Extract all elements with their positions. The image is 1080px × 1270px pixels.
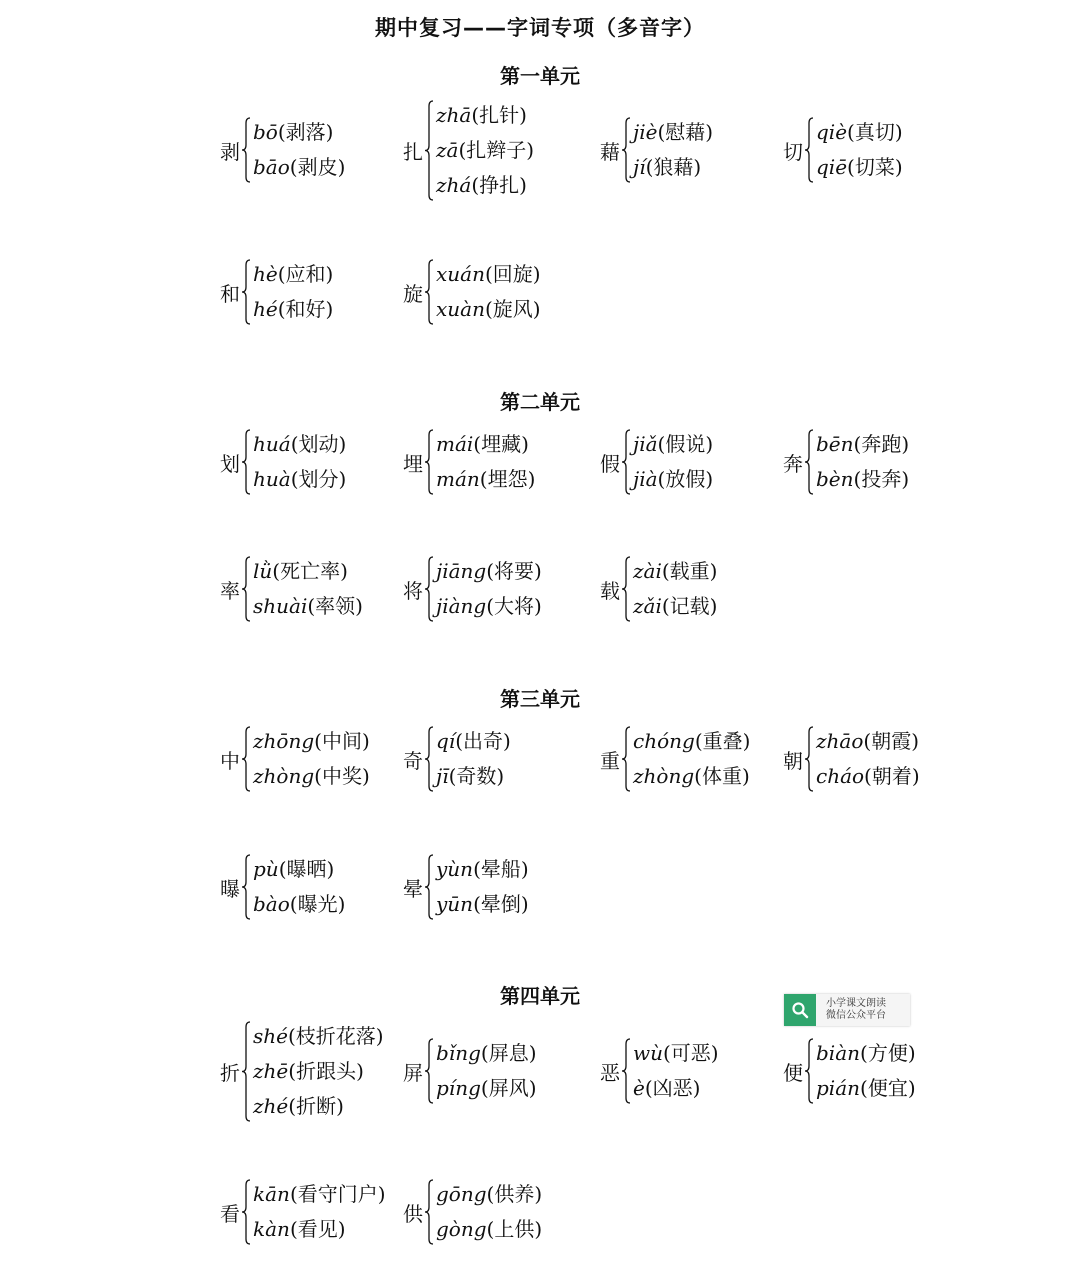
reading-line <box>253 724 370 759</box>
polyphone-char: 重 <box>600 748 620 773</box>
pinyin: pián <box>816 1076 861 1100</box>
polyphone-entry <box>220 1177 386 1247</box>
example-word: (看守门户) <box>289 1182 386 1206</box>
reading-line <box>816 462 909 497</box>
reading-line <box>633 1071 719 1106</box>
page-title: 期中复习——字词专项（多音字） <box>375 16 705 40</box>
example-word: (剥皮) <box>289 155 346 179</box>
example-word: (埋怨) <box>479 467 536 491</box>
search-icon <box>784 994 816 1026</box>
pinyin: shé <box>253 1023 288 1048</box>
polyphone-entry <box>403 852 529 922</box>
example-word: (便宜) <box>860 1076 916 1100</box>
polyphone-char: 供 <box>403 1201 423 1226</box>
pinyin: gōng <box>436 1182 487 1206</box>
example-word: (投奔) <box>853 467 910 491</box>
polyphone-entry <box>220 1019 384 1124</box>
reading-line <box>436 1212 542 1247</box>
pinyin: zhāo <box>816 729 864 753</box>
polyphone-entry <box>220 852 345 922</box>
polyphone-char: 扎 <box>403 139 423 164</box>
polyphone-entry <box>600 554 717 624</box>
brace <box>241 115 251 185</box>
polyphone-entry <box>403 257 541 327</box>
polyphone-char: 将 <box>403 578 423 603</box>
readings-list <box>436 852 529 922</box>
reading-line <box>436 462 535 497</box>
pinyin: qiè <box>816 120 848 144</box>
polyphone-entry <box>600 115 713 185</box>
reading-line <box>436 1071 537 1106</box>
pinyin: xuàn <box>436 297 485 321</box>
readings-list <box>253 554 363 624</box>
reading-line <box>436 427 535 462</box>
polyphone-entry <box>600 427 713 497</box>
example-word: (重叠) <box>694 729 751 753</box>
polyphone-char: 屏 <box>403 1060 423 1085</box>
example-word: (应和) <box>277 262 334 286</box>
reading-line <box>253 462 346 497</box>
example-word: (回旋) <box>484 262 541 286</box>
brace <box>621 427 631 497</box>
brace <box>424 427 434 497</box>
polyphone-char: 奇 <box>403 748 423 773</box>
readings-list <box>816 115 903 185</box>
polyphone-entry <box>220 554 363 624</box>
polyphone-entry <box>403 1177 542 1247</box>
reading-line <box>633 759 750 794</box>
reading-line <box>816 724 920 759</box>
polyphone-entry <box>220 724 370 794</box>
brace <box>241 1177 251 1247</box>
reading-line <box>253 1212 386 1247</box>
brace <box>241 554 251 624</box>
example-word: (狼藉) <box>645 155 702 179</box>
polyphone-entry <box>220 257 333 327</box>
pinyin: qiē <box>816 155 848 179</box>
example-word: (慰藉) <box>657 120 714 144</box>
reading-line <box>633 150 713 185</box>
brace <box>241 257 251 327</box>
readings-list <box>633 427 713 497</box>
brace <box>804 427 814 497</box>
pinyin: pù <box>253 857 279 881</box>
example-word: (扎辫子) <box>458 137 535 162</box>
pinyin: è <box>633 1076 645 1100</box>
example-word: (假说) <box>657 432 714 456</box>
reading-line <box>436 554 542 589</box>
polyphone-char: 埋 <box>403 451 423 476</box>
reading-line <box>816 1036 916 1071</box>
polyphone-char: 便 <box>783 1060 803 1085</box>
reading-line <box>253 589 363 624</box>
polyphone-char: 恶 <box>600 1060 620 1085</box>
polyphone-entry <box>600 1036 719 1106</box>
pinyin: zài <box>633 559 662 583</box>
example-word: (曝晒) <box>278 857 335 881</box>
example-word: (屏息) <box>480 1041 537 1065</box>
example-word: (切菜) <box>847 155 903 179</box>
polyphone-entry <box>600 724 750 794</box>
pinyin: zhòng <box>633 764 695 788</box>
polyphone-char: 假 <box>600 451 620 476</box>
brace <box>424 257 434 327</box>
reading-line <box>253 292 333 327</box>
pinyin: bāo <box>253 155 290 179</box>
reading-line <box>633 115 713 150</box>
readings-list <box>436 257 541 327</box>
polyphone-char: 旋 <box>403 281 423 306</box>
pinyin: zhé <box>253 1093 289 1118</box>
example-word: (剥落) <box>277 120 334 144</box>
pinyin: mái <box>436 432 474 456</box>
readings-list <box>253 1019 384 1124</box>
readings-list <box>253 1177 386 1247</box>
pinyin: píng <box>436 1076 481 1100</box>
polyphone-entry <box>220 427 346 497</box>
pinyin: xuán <box>436 262 485 286</box>
reading-line <box>253 554 363 589</box>
reading-line <box>436 257 541 292</box>
example-word: (真切) <box>847 120 903 144</box>
example-word: (凶恶) <box>644 1076 701 1100</box>
brace <box>424 852 434 922</box>
readings-list <box>253 257 333 327</box>
example-word: (中间) <box>314 729 370 753</box>
reading-line <box>436 133 534 168</box>
example-word: (奇数) <box>448 764 505 788</box>
readings-list <box>253 115 345 185</box>
brace <box>241 1019 251 1124</box>
example-word: (屏风) <box>480 1076 537 1100</box>
reading-line <box>253 427 346 462</box>
readings-list <box>633 724 750 794</box>
pinyin: cháo <box>816 764 865 788</box>
reading-line <box>436 887 529 922</box>
polyphone-char: 剥 <box>220 139 240 164</box>
pinyin: zhā <box>436 102 472 127</box>
brace <box>804 1036 814 1106</box>
example-word: (折跟头) <box>288 1058 364 1083</box>
example-word: (将要) <box>486 559 542 583</box>
reading-line <box>436 292 541 327</box>
reading-line <box>436 589 542 624</box>
unit-title: 第二单元 <box>500 390 580 414</box>
reading-line <box>436 168 534 203</box>
readings-list <box>253 724 370 794</box>
pinyin: bǐng <box>436 1041 481 1065</box>
readings-list <box>253 852 345 922</box>
reading-line <box>253 1089 384 1124</box>
unit-title: 第四单元 <box>500 984 580 1008</box>
reading-line <box>253 115 345 150</box>
example-word: (载重) <box>661 559 718 583</box>
watermark-line1: 小学课文朗读 <box>826 998 886 1009</box>
unit-title: 第三单元 <box>500 687 580 711</box>
readings-list <box>253 427 346 497</box>
polyphone-char: 载 <box>600 578 620 603</box>
readings-list <box>633 554 717 624</box>
polyphone-char: 中 <box>220 748 240 773</box>
polyphone-char: 曝 <box>220 876 240 901</box>
polyphone-entry <box>403 554 542 624</box>
example-word: (中奖) <box>314 764 370 788</box>
example-word: (枝折花落) <box>287 1023 384 1048</box>
pinyin: huà <box>253 467 291 491</box>
reading-line <box>633 554 717 589</box>
polyphone-char: 朝 <box>783 748 803 773</box>
polyphone-entry <box>403 98 534 203</box>
polyphone-entry <box>220 115 345 185</box>
pinyin: mán <box>436 467 480 491</box>
readings-list <box>436 554 542 624</box>
pinyin: bēn <box>816 432 854 456</box>
example-word: (上供) <box>486 1217 543 1241</box>
polyphone-char: 晕 <box>403 876 423 901</box>
pinyin: jī <box>436 764 449 788</box>
polyphone-char: 率 <box>220 578 240 603</box>
example-word: (晕船) <box>473 857 529 881</box>
example-word: (出奇) <box>455 729 511 753</box>
polyphone-char: 折 <box>220 1060 240 1085</box>
pinyin: kàn <box>253 1217 290 1241</box>
example-word: (大将) <box>486 594 542 618</box>
example-word: (率领) <box>307 594 363 618</box>
example-word: (可恶) <box>663 1041 719 1065</box>
reading-line <box>816 759 920 794</box>
example-word: (折断) <box>288 1093 344 1118</box>
pinyin: zā <box>436 137 459 162</box>
readings-list <box>816 427 909 497</box>
polyphone-char: 划 <box>220 451 240 476</box>
reading-line <box>816 115 903 150</box>
pinyin: bào <box>253 892 290 916</box>
pinyin: jiǎ <box>633 432 658 456</box>
example-word: (放假) <box>657 467 714 491</box>
example-word: (曝光) <box>289 892 346 916</box>
reading-line <box>816 150 903 185</box>
readings-list <box>633 115 713 185</box>
brace <box>424 1036 434 1106</box>
reading-line <box>633 462 713 497</box>
brace <box>241 724 251 794</box>
brace <box>424 724 434 794</box>
reading-line <box>253 759 370 794</box>
reading-line <box>436 852 529 887</box>
readings-list <box>436 98 534 203</box>
unit-title: 第一单元 <box>500 64 580 88</box>
reading-line <box>436 1036 537 1071</box>
reading-line <box>436 98 534 133</box>
readings-list <box>816 724 920 794</box>
pinyin: zhòng <box>253 764 315 788</box>
example-word: (死亡率) <box>272 559 348 583</box>
example-word: (划动) <box>290 432 347 456</box>
pinyin: yūn <box>436 892 474 916</box>
pinyin: hè <box>253 262 278 286</box>
reading-line <box>816 427 909 462</box>
pinyin: huá <box>253 432 291 456</box>
readings-list <box>436 427 535 497</box>
brace <box>621 115 631 185</box>
example-word: (扎针) <box>471 102 527 127</box>
polyphone-entry <box>403 427 535 497</box>
pinyin: yùn <box>436 857 474 881</box>
pinyin: shuài <box>253 594 308 618</box>
reading-line <box>436 1177 542 1212</box>
reading-line <box>253 1054 384 1089</box>
pinyin: jí <box>633 155 646 179</box>
example-word: (看见) <box>289 1217 346 1241</box>
polyphone-entry <box>403 1036 537 1106</box>
pinyin: jiàng <box>436 594 487 618</box>
pinyin: jià <box>633 467 658 491</box>
pinyin: jiè <box>633 120 658 144</box>
polyphone-char: 看 <box>220 1201 240 1226</box>
reading-line <box>253 150 345 185</box>
readings-list <box>816 1036 916 1106</box>
reading-line <box>633 589 717 624</box>
brace <box>621 724 631 794</box>
example-word: (挣扎) <box>471 172 527 197</box>
readings-list <box>633 1036 719 1106</box>
polyphone-char: 切 <box>783 139 803 164</box>
brace <box>804 724 814 794</box>
reading-line <box>253 887 345 922</box>
reading-line <box>436 759 511 794</box>
example-word: (埋藏) <box>473 432 529 456</box>
example-word: (旋风) <box>484 297 541 321</box>
reading-line <box>253 257 333 292</box>
brace <box>804 115 814 185</box>
example-word: (记载) <box>661 594 718 618</box>
pinyin: qí <box>436 729 456 753</box>
readings-list <box>436 1036 537 1106</box>
reading-line <box>633 427 713 462</box>
brace <box>621 1036 631 1106</box>
reading-line <box>633 724 750 759</box>
reading-line <box>633 1036 719 1071</box>
polyphone-char: 奔 <box>783 451 803 476</box>
pinyin: kān <box>253 1182 290 1206</box>
pinyin: bō <box>253 120 278 144</box>
example-word: (朝霞) <box>863 729 919 753</box>
polyphone-char: 藉 <box>600 139 620 164</box>
example-word: (体重) <box>694 764 750 788</box>
polyphone-entry <box>403 724 511 794</box>
example-word: (方便) <box>860 1041 916 1065</box>
pinyin: zhōng <box>253 729 315 753</box>
reading-line <box>816 1071 916 1106</box>
reading-line <box>253 1177 386 1212</box>
example-word: (和好) <box>277 297 334 321</box>
pinyin: gòng <box>436 1217 487 1241</box>
readings-list <box>436 724 511 794</box>
pinyin: chóng <box>633 729 695 753</box>
pinyin: jiāng <box>436 559 487 583</box>
example-word: (划分) <box>290 467 347 491</box>
brace <box>424 1177 434 1247</box>
brace <box>424 98 434 203</box>
pinyin: biàn <box>816 1041 861 1065</box>
reading-line <box>436 724 511 759</box>
example-word: (供养) <box>486 1182 543 1206</box>
watermark-line2: 微信公众平台 <box>826 1010 886 1021</box>
brace <box>241 852 251 922</box>
readings-list <box>436 1177 542 1247</box>
reading-line <box>253 852 345 887</box>
polyphone-entry <box>783 115 903 185</box>
polyphone-entry <box>783 427 909 497</box>
pinyin: zhē <box>253 1058 289 1083</box>
brace <box>241 427 251 497</box>
pinyin: hé <box>253 297 278 321</box>
example-word: (晕倒) <box>473 892 529 916</box>
polyphone-char: 和 <box>220 281 240 306</box>
pinyin: zǎi <box>633 594 662 618</box>
pinyin: bèn <box>816 467 854 491</box>
pinyin: zhá <box>436 172 472 197</box>
watermark-logo <box>784 994 910 1026</box>
polyphone-entry <box>783 724 920 794</box>
brace <box>621 554 631 624</box>
polyphone-entry <box>783 1036 916 1106</box>
brace <box>424 554 434 624</box>
example-word: (奔跑) <box>853 432 910 456</box>
pinyin: lǜ <box>253 559 273 583</box>
example-word: (朝着) <box>864 764 920 788</box>
pinyin: wù <box>633 1041 663 1065</box>
reading-line <box>253 1019 384 1054</box>
